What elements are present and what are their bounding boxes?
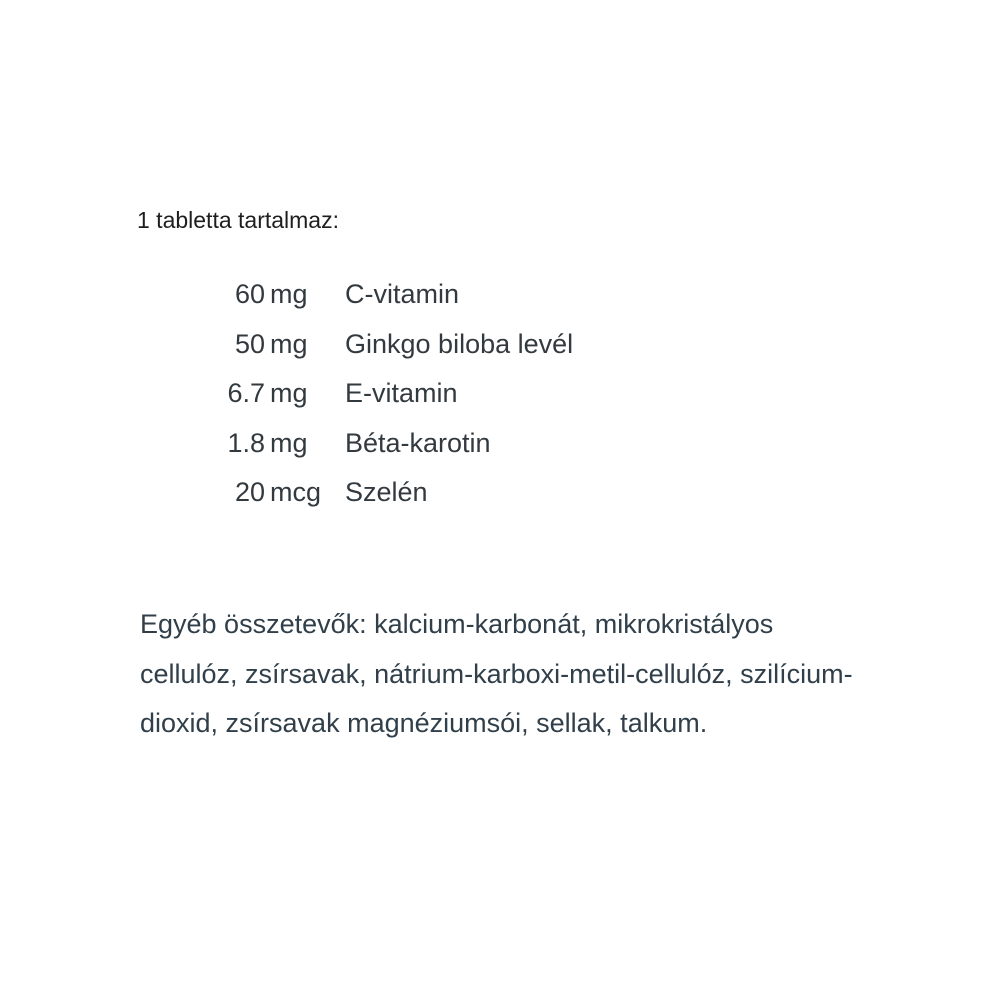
ingredient-name: C-vitamin bbox=[345, 279, 460, 309]
ingredient-amount: 50 bbox=[234, 328, 265, 359]
ingredient-row-szelen bbox=[140, 468, 573, 518]
ingredient-row-beta-karotin bbox=[140, 419, 573, 469]
ingredient-row-c-vitamin bbox=[140, 270, 573, 320]
ingredient-amount: 20 bbox=[234, 477, 265, 507]
ingredient-amount: 6.7 bbox=[227, 378, 265, 408]
ingredient-row-ginkgo bbox=[140, 320, 573, 370]
ingredient-unit: mg bbox=[270, 378, 308, 408]
other-ingredients-text: Egyéb összetevők: kalcium-karbonát, mikrokristályos cellulóz, zsírsavak, nátrium-karboxi-metil-cellulóz, szilícium-dioxid, zsírsavak magnéziumsói, sellak, talkum. bbox=[140, 609, 853, 738]
ingredient-amount: 1.8 bbox=[227, 427, 265, 458]
content-heading: 1 tabletta tartalmaz: bbox=[137, 207, 339, 233]
ingredient-row-e-vitamin bbox=[140, 369, 573, 419]
ingredient-unit: mg bbox=[270, 328, 308, 359]
ingredient-amount: 60 bbox=[234, 279, 265, 309]
ingredient-name: Ginkgo biloba levél bbox=[345, 328, 574, 359]
ingredient-name: Béta-karotin bbox=[345, 427, 491, 458]
ingredient-unit: mcg bbox=[270, 477, 322, 507]
ingredient-unit: mg bbox=[270, 427, 308, 458]
ingredient-name: E-vitamin bbox=[345, 378, 458, 408]
ingredient-list bbox=[140, 270, 573, 518]
ingredient-unit: mg bbox=[270, 279, 308, 309]
ingredient-name: Szelén bbox=[345, 477, 428, 507]
